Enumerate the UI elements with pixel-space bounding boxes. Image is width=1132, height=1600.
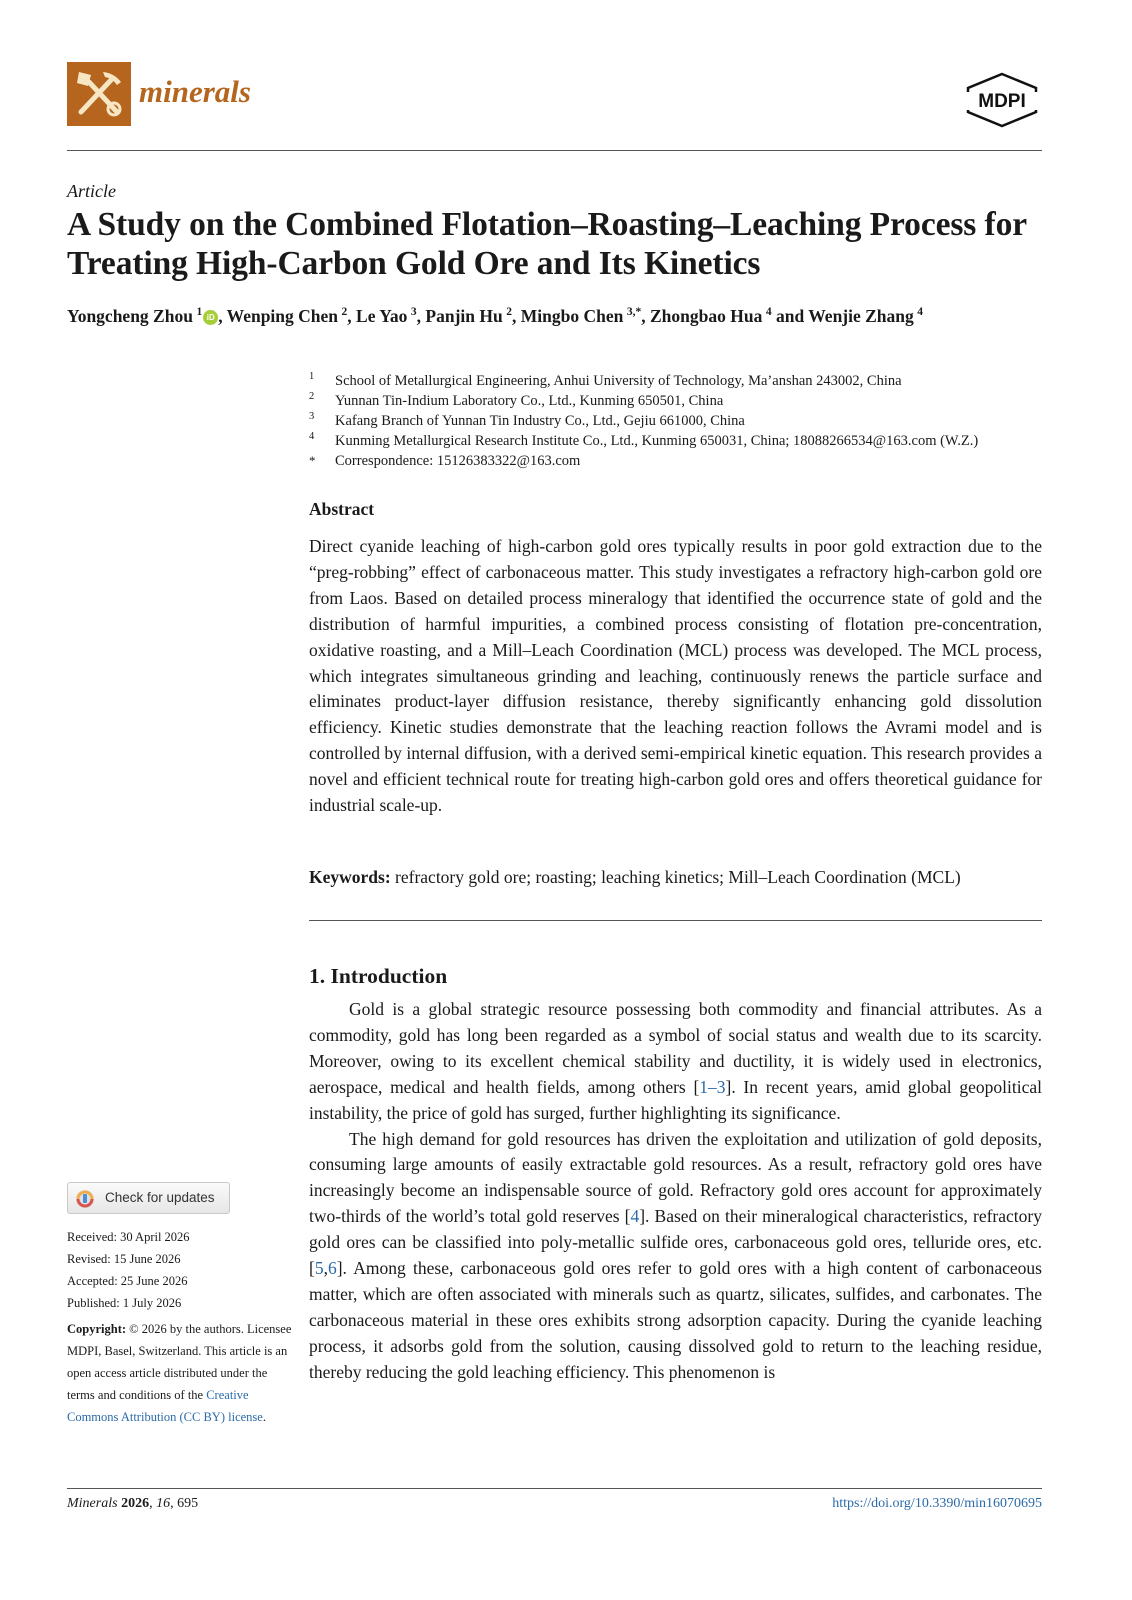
introduction-body [309,997,1042,1386]
affiliation-item [309,391,1049,411]
journal-citation: Minerals 2026, 16, 695 [67,1496,199,1511]
footer-volume: 16 [156,1496,171,1511]
affiliation-number: 2 [309,391,315,402]
affiliation-item [309,431,1049,451]
correspondence-text: Correspondence: 15126383322@163.com [335,453,581,469]
affiliation-text: Kunming Metallurgical Research Institute Co., Ltd., Kunming 650031, China; 18088266534@163.com (W.Z.) [335,433,979,449]
author-name: Le Yao [356,306,408,326]
author-name: Yongcheng Zhou [67,306,193,326]
page-title: A Study on the Combined Flotation–Roasting–Leaching Process for Treating High-Carbon Gold Ore and Its Kinetics [67,206,1027,282]
affiliation-number: 4 [309,431,315,442]
journal-header [67,62,1042,128]
accepted-date: Accepted: 25 June 2026 [67,1274,188,1288]
received-date: Received: 30 April 2026 [67,1230,190,1244]
affiliation-text: Kafang Branch of Yunnan Tin Industry Co., Ltd., Gejiu 661000, China [335,413,745,429]
copyright-label: Copyright: [67,1322,127,1336]
affiliations [309,371,1049,471]
footer-journal: Minerals [67,1496,118,1511]
doi-link[interactable]: https://doi.org/10.3390/min16070695 [832,1496,1042,1511]
check-updates-label: Check for updates [105,1190,215,1205]
check-for-updates-button[interactable] [67,1182,230,1214]
affiliation-item [309,371,1049,391]
abstract-heading: Abstract [309,499,375,519]
revised-date: Revised: 15 June 2026 [67,1252,181,1266]
author-affiliation: 4 [917,306,924,319]
copyright-text: © 2026 by the authors. Licensee MDPI, Basel, Switzerland. This article is an open access article distributed under the terms and conditions of the [67,1322,292,1402]
author-affiliation: 1 [196,306,203,319]
author-affiliation: 2 [506,306,513,319]
header-divider [67,150,1042,151]
author-affiliation: 2 [341,306,348,319]
author-name: Mingbo Chen [520,306,624,326]
correspondence [309,451,1049,471]
published-date: Published: 1 July 2026 [67,1296,182,1310]
footer-article-number: 695 [177,1496,199,1511]
abstract-text: Direct cyanide leaching of high-carbon gold ores typically results in poor gold extraction due to the “preg-robbing” effect of carbonaceous matter. This study investigates a refractory high-carbon gold ore from Laos. Based on detailed process mineralogy that identified the occurrence state of gold and the distribution of harmful impurities, a combined process consisting of flotation pre-concentration, oxidative roasting, and a Mill–Leach Coordination (MCL) process was developed. The MCL process, which integrates simultaneous grinding and leaching, continuously renews the particle surface and eliminates product-layer diffusion resistance, thereby significantly enhancing gold dissolution efficiency. Kinetic studies demonstrate that the leaching reaction follows the Avrami model and is controlled by internal diffusion, with a derived semi-empirical kinetic equation. This research provides a novel and efficient technical route for treating high-carbon gold ores and offers theoretical guidance for industrial scale-up. [309,536,1042,816]
paragraph-text: The high demand for gold resources has driven the exploitation and utilization of gold deposits, consuming large amounts of easily extractable gold resources. As a result, refractory gold ores have increasingly become an indispensable source of gold. Refractory gold ores account for approximately two-thirds of the world’s total gold reserves [ [309,1128,1042,1227]
section-heading: 1. Introduction [309,964,448,988]
affiliation-item [309,411,1049,431]
author-name: Zhongbao Hua [650,306,763,326]
publication-dates [67,1226,297,1314]
author-affiliation: 3 [410,306,417,319]
keywords-text: refractory gold ore; roasting; leaching kinetics; Mill–Leach Coordination (MCL) [395,867,961,887]
abstract-divider [309,920,1042,921]
orcid-icon[interactable]: iD [203,310,218,325]
paragraph-text: Gold is a global strategic resource possessing both commodity and financial attributes. As a commodity, gold has long been regarded as a symbol of social status and wealth due to its scarcity. Moreover, owing to its excellent chemical stability and ductility, it is widely used in electronics, aerospace, medical and health fields, among others [ [309,999,1042,1097]
citation-link[interactable]: 5 [314,1258,324,1279]
minerals-logo-icon [67,62,131,126]
paragraph [309,1127,1042,1386]
affiliation-number: 3 [309,411,315,422]
footer-year: 2026 [121,1496,150,1511]
citation-link[interactable]: 6 [327,1258,337,1279]
paragraph-text: ]. Among these, carbonaceous gold ores refer to gold ores with a high content of carbonaceous matter, which are often associated with minerals such as quartz, silicates, sulfides, and carbonates. The carbonaceous material in these ores exhibits strong adsorption capacity. During the cyanide leaching process, it adsorbs gold from the solution, causing dissolved gold to return to the leaching residue, thereby reducing the gold leaching efficiency. This phenomenon is [309,1258,1042,1382]
keywords [309,867,1049,888]
publisher-name: MDPI [978,91,1026,112]
author-list: Yongcheng Zhou $^1$ iD , Wenping Chen $^2$, Le Yao $^3$, Panjin Hu $^2$, Mingbo Chen $^{3,*}$, Zhongbao Hua $^4$ and Wenjie Zhang $^4$ [67,306,924,326]
license-end: . [262,1410,266,1424]
paragraph-text: ]. Based on their mineralogical characteristics, refractory gold ores can be classified into poly-metallic sulfide ores, carbonaceous gold ores, telluride ores, etc. [ [309,1206,1042,1279]
citation-link[interactable]: 1–3 [699,1076,726,1097]
copyright-notice [67,1318,297,1428]
keywords-label: Keywords: [309,867,391,887]
author-name: Wenping Chen [226,306,339,326]
check-updates-icon [75,1189,95,1209]
mdpi-logo-icon [962,72,1042,128]
correspondence-mark: * [309,453,316,468]
paragraph [309,997,1042,1127]
footer-divider [67,1488,1042,1489]
citation-separator: , [323,1258,328,1279]
paragraph-text: ]. In recent years, amid global geopolitical instability, the price of gold has surged, further highlighting its significance. [309,1076,1042,1123]
author-affiliation: 4 [765,306,772,319]
article-type: Article [67,181,116,201]
affiliation-text: School of Metallurgical Engineering, Anhui University of Technology, Ma’anshan 243002, China [335,373,902,389]
journal-name[interactable]: minerals [139,74,251,109]
author-name: Panjin Hu [425,306,503,326]
author-affiliation: 3,* [626,306,642,319]
affiliation-number: 1 [309,371,315,382]
author-name: Wenjie Zhang [808,306,914,326]
license-link[interactable]: Creative Commons Attribution (CC BY) license [67,1388,263,1424]
citation-link[interactable]: 4 [630,1206,640,1227]
affiliation-text: Yunnan Tin-Indium Laboratory Co., Ltd., Kunming 650501, China [335,393,724,409]
